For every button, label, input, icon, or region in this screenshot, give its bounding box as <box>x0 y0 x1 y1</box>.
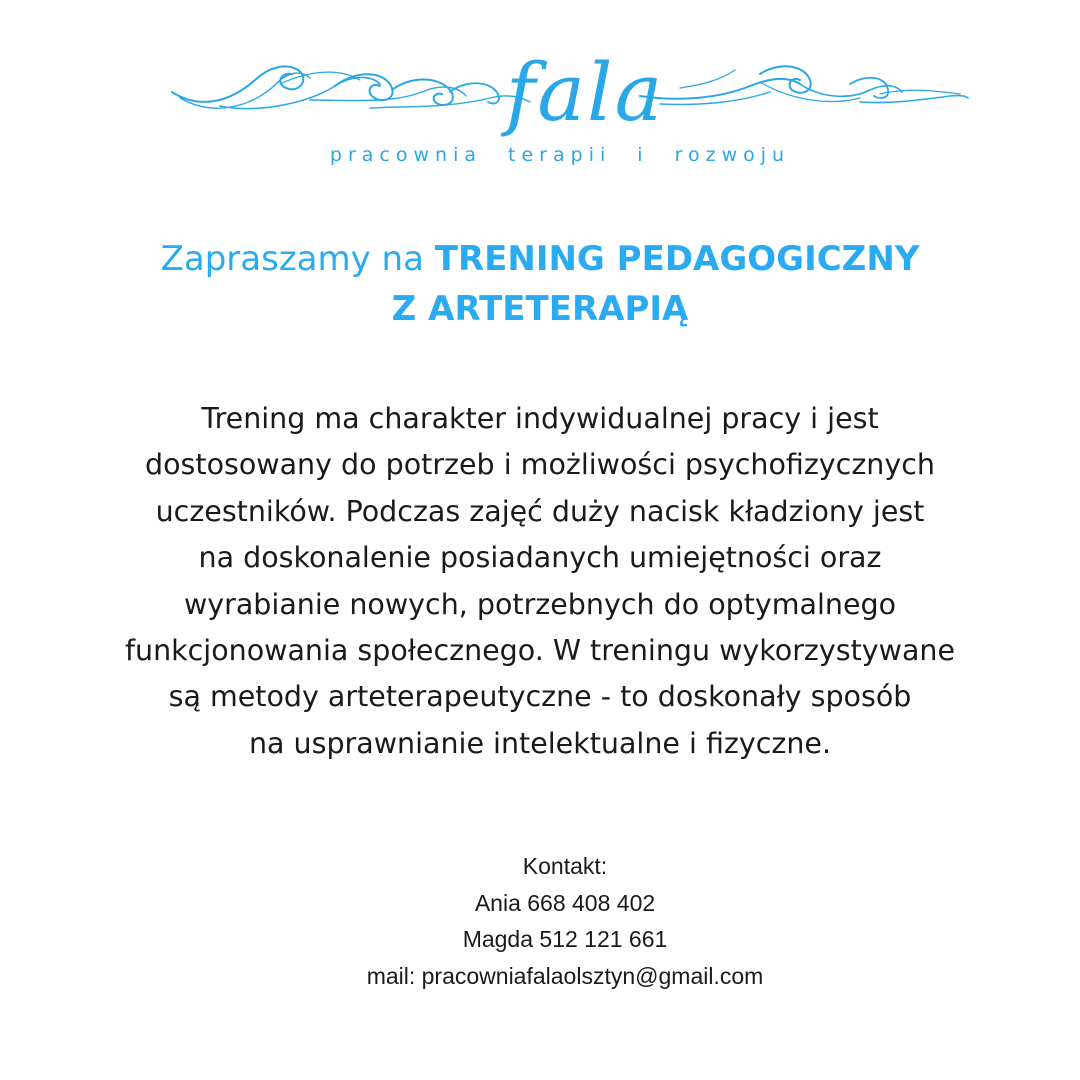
description-line: na usprawnianie intelektualne i fizyczne. <box>248 726 832 760</box>
logo <box>160 40 970 180</box>
heading-title-line2: Z ARTETERAPIĄ <box>391 289 689 329</box>
description-line: uczestników. Podczas zajęć duży nacisk kładziony jest <box>155 494 925 528</box>
description-line: wyrabianie nowych, potrzebnych do optymalnego <box>183 587 897 621</box>
heading-lead: Zapraszamy na <box>160 239 424 279</box>
heading-line-1 <box>60 234 1020 284</box>
description-line: są metody arteterapeutyczne - to doskonały sposób <box>168 680 912 714</box>
contact-label: Kontakt: <box>522 853 608 879</box>
contact-phone-magda: Magda 512 121 661 <box>462 926 668 952</box>
heading-title-line1: TRENING PEDAGOGICZNY <box>434 239 920 279</box>
contact-phone-ania: Ania 668 408 402 <box>474 889 656 916</box>
contact-email: mail: pracowniafalaolsztyn@gmail.com <box>366 962 764 989</box>
description-line: funkcjonowania społecznego. W treningu wykorzystywane <box>124 634 956 668</box>
logo-tagline: pracownia terapii i rozwoju <box>329 144 791 166</box>
description-line: dostosowany do potrzeb i możliwości psychofizycznych <box>145 448 935 482</box>
logo-wordmark: fala <box>505 46 665 139</box>
description-line: na doskonalenie posiadanych umiejętności oraz <box>198 541 882 575</box>
event-heading <box>60 234 1020 334</box>
event-description <box>20 396 1060 767</box>
description-line: Trening ma charakter indywidualnej pracy i jest <box>201 402 879 435</box>
contact-block <box>330 848 800 994</box>
